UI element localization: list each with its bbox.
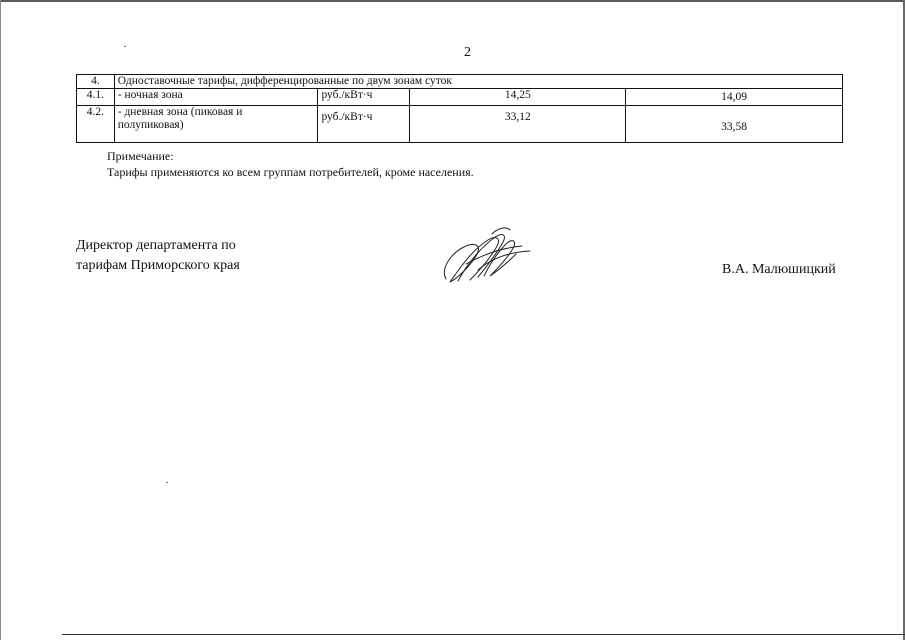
page-border-top: [0, 0, 905, 2]
row-value-2-cell: 33,58: [626, 106, 843, 143]
table-row: [77, 89, 843, 106]
row-name-line: - дневная зона (пиковая и: [117, 106, 243, 118]
section-title-cell: Одноставочные тарифы, дифференцированные по двум зонам суток: [114, 75, 842, 89]
row-unit-cell: руб./кВт·ч: [318, 89, 410, 106]
row-name-cell: [114, 106, 318, 143]
row-number-cell: 4.1.: [77, 89, 115, 106]
page-number: 2: [464, 45, 471, 60]
row-unit-cell: руб./кВт·ч: [318, 106, 410, 143]
note-heading: Примечание:: [107, 149, 174, 163]
note-text: Тарифы применяются ко всем группам потребителей, кроме населения.: [107, 165, 474, 179]
row-name-line: полупиковая): [117, 119, 184, 131]
signatory-position-line: Директор департамента по: [76, 238, 236, 253]
row-number-cell: 4.2.: [77, 106, 115, 143]
table-row: [77, 75, 843, 89]
handwritten-signature: [436, 224, 536, 290]
signatory-name: В.А. Малюшицкий: [722, 262, 836, 277]
row-name-cell: - ночная зона: [114, 89, 318, 106]
table-row: [77, 106, 843, 143]
section-number-cell: 4.: [77, 75, 115, 89]
scan-speck: [124, 46, 126, 47]
row-value-1-cell: 33,12: [410, 106, 626, 143]
scan-speck: [166, 482, 168, 483]
signatory-position-line: тарифам Приморского края: [76, 258, 240, 273]
page-border-left: [0, 0, 1, 640]
tariff-table: [76, 74, 843, 143]
scan-edge-line: [62, 634, 905, 635]
row-value-1-cell: 14,25: [410, 89, 626, 106]
row-value-2-cell: 14,09: [626, 89, 843, 106]
